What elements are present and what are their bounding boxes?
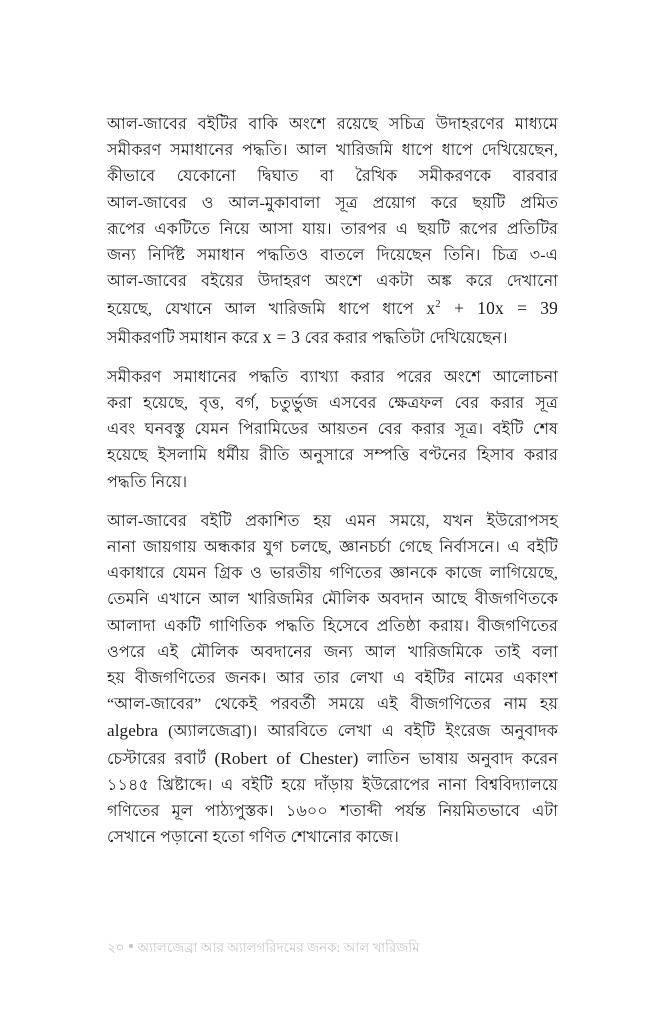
text-line: সেখানে পড়ানো হতো গণিত শেখানোর কাজে। [107, 829, 399, 847]
text-line: সমীকরণ সমাধানের পদ্ধতি ব্যাখ্যা করার পরের অংশে আলোচনা [107, 368, 558, 386]
text-line: ওপরে এই মৌলিক অবদানের জন্য আল খারিজমিকে তাই বলা [107, 643, 558, 661]
text-line: ১১৪৫ খ্রিষ্টাব্দে। এ বইটি হয়ে দাঁড়ায় ইউরোপের নানা বিশ্ববিদ্যালয়ে [107, 776, 558, 794]
text-line-with-equation [107, 324, 558, 352]
inline-equation-quadratic: $x^2 + 10x = 39$ [426, 298, 559, 319]
text-line: হয় বীজগণিতের জনক। আর তার লেখা এ বইটির নামের একাংশ [107, 670, 558, 688]
text-line: তেমনি এখানে আল খারিজমির মৌলিক অবদান আছে বীজগণিতকে [107, 591, 558, 609]
text-line: পদ্ধতি নিয়ে। [107, 473, 188, 491]
text-line: আল-জাবের ও আল-মুকাবালা সূত্র প্রয়োগ করে ছয়টি প্রমিত [107, 194, 558, 212]
text-line: আল-জাবের বইয়ের উদাহরণ অংশে একটা অঙ্ক করে দেখানো [107, 273, 558, 291]
footer-chapter-title: অ্যালজেব্রা আর অ্যালগরিদমের জনক: আল খারিজমি [137, 940, 420, 955]
text-line-with-latin [107, 718, 558, 745]
bullet-icon [129, 935, 133, 955]
inline-equation-solution: x = 3 [262, 326, 301, 347]
text-line: জন্য নির্দিষ্ট সমাধান পদ্ধতিও বাতলে দিয়েছেন তিনি। চিত্র ৩-এ [107, 247, 558, 265]
text-line: আলাদা একটি গাণিতিক পদ্ধতি হিসেবে প্রতিষ্ঠা করায়। বীজগণিতের [107, 617, 558, 635]
paragraph-2 [107, 365, 558, 496]
line-text: চেস্টারের রবার্ট [107, 750, 215, 768]
text-line: নানা জায়গায় অন্ধকার যুগ চলছে, জ্ঞানচর্চা গেছে নির্বাসনে। এ বইটি [107, 539, 558, 557]
line-text: সমীকরণটি সমাধান করে [107, 329, 263, 347]
text-line: একাধারে যেমন গ্রিক ও ভারতীয় গণিতের জ্ঞানকে কাজে লাগিয়েছে, [107, 565, 558, 583]
footer-page-number: ২০ [107, 940, 125, 955]
paragraph-3 [107, 509, 558, 852]
text-line: আল-জাবের বইটির বাকি অংশে রয়েছে সচিত্র উদাহরণের মাধ্যমে [107, 116, 558, 133]
line-text: (অ্যালজেব্রা)। আরবিতে লেখা এ বইটি ইংরেজ অনুবাদক [158, 723, 558, 741]
paragraph-1 [107, 112, 558, 352]
latin-name-robert-of-chester: (Robert of Chester) [214, 748, 359, 768]
exponent: 2 [435, 298, 441, 311]
page-footer [107, 938, 558, 958]
line-text: লাতিন ভাষায় অনুবাদ করেন [358, 750, 559, 768]
text-line-with-latin [107, 746, 558, 773]
text-line: গণিতের মূল পাঠ্যপুস্তক। ১৬০০ শতাব্দী পর্যন্ত নিয়মিতভাবে এটা [107, 803, 558, 821]
latin-term-algebra: algebra [107, 721, 159, 741]
text-line: সমীকরণ সমাধানের পদ্ধতি। আল খারিজমি ধাপে ধাপে দেখিয়েছেন, [107, 142, 558, 160]
text-line-with-equation [107, 295, 558, 323]
line-text: হয়েছে, যেখানে আল খারিজমি ধাপে ধাপে [107, 301, 427, 319]
text-line: কীভাবে যেকোনো দ্বিঘাত বা রৈখিক সমীকরণকে বারবার [107, 168, 558, 186]
text-line-quoted: “আল-জাবের” থেকেই পরবর্তী সময়ে এই বীজগণিতের নাম হয় [107, 696, 558, 714]
text-line: করা হয়েছে, বৃত্ত, বর্গ, চতুর্ভুজ এসবের ক্ষেত্রফল বের করার সূত্র [107, 395, 558, 413]
page-text-block [107, 112, 558, 851]
text-line: আল-জাবের বইটি প্রকাশিত হয় এমন সময়ে, যখন ইউরোপসহ [107, 512, 558, 530]
line-text: বের করার পদ্ধতিটা দেখিয়েছেন। [300, 329, 508, 347]
text-line: রূপের একটিতে নিয়ে আসা যায়। তারপর এ ছয়টি রূপের প্রতিটির [107, 220, 558, 238]
text-line: হয়েছে ইসলামি ধর্মীয় রীতি অনুসারে সম্পত্তি বণ্টনের হিসাব করার [107, 447, 558, 465]
text-line: এবং ঘনবস্তু যেমন পিরামিডের আয়তন বের করার সূত্র। বইটি শেষ [107, 421, 558, 439]
